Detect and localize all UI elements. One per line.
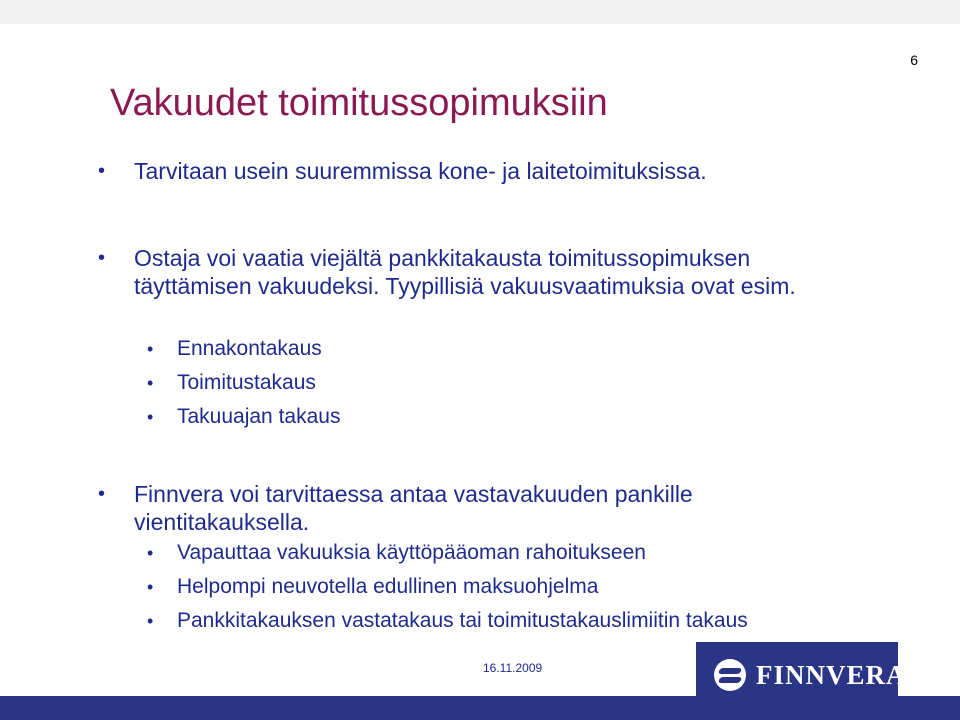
bullet-dot-icon: • <box>98 160 106 182</box>
finnvera-logo <box>696 642 907 708</box>
slide-number: 6 <box>910 52 918 68</box>
bullet-dot-icon: • <box>147 577 154 597</box>
slide-title: Vakuudet toimitussopimuksiin <box>110 82 608 124</box>
sub-bullet-text: Toimitustakaus <box>177 371 316 394</box>
sub-bullet-item <box>147 370 316 396</box>
bullet-item <box>98 157 894 185</box>
sub-bullet-text: Pankkitakauksen vastatakaus tai toimitustakauslimiitin takaus <box>177 609 748 632</box>
bullet-dot-icon: • <box>147 543 154 563</box>
sub-bullet-item <box>147 336 322 362</box>
bullet-text: Ostaja voi vaatia viejältä pankkitakausta toimitussopimuksen täyttämisen vakuudeksi. Tyypillisiä vakuusvaatimuksia ovat esim. <box>134 245 796 299</box>
bullet-dot-icon: • <box>147 373 154 393</box>
sub-bullet-text: Helpompi neuvotella edullinen maksuohjelma <box>177 575 599 598</box>
bullet-dot-icon: • <box>147 407 154 427</box>
bullet-dot-icon: • <box>98 247 106 269</box>
sub-bullet-item <box>147 574 599 600</box>
footer-date: 16.11.2009 <box>483 661 543 675</box>
top-bar <box>0 0 960 24</box>
bullet-dot-icon: • <box>147 339 154 359</box>
bullet-text: Finnvera voi tarvittaessa antaa vastavakuuden pankille vientitakauksella. <box>134 481 693 535</box>
logo-text: FINNVERA <box>756 659 907 690</box>
bullet-item <box>98 480 834 536</box>
sub-bullet-item <box>147 540 646 566</box>
finnvera-logo-icon <box>714 659 746 691</box>
bullet-dot-icon: • <box>98 483 106 505</box>
sub-bullet-item <box>147 404 341 430</box>
sub-bullet-text: Ennakontakaus <box>177 337 322 360</box>
sub-bullet-item <box>147 608 748 634</box>
sub-bullet-text: Vapauttaa vakuuksia käyttöpääoman rahoitukseen <box>177 541 646 564</box>
bullet-text: Tarvitaan usein suuremmissa kone- ja laitetoimituksissa. <box>134 158 707 184</box>
bullet-dot-icon: • <box>147 611 154 631</box>
bullet-item <box>98 244 874 300</box>
sub-bullet-text: Takuuajan takaus <box>177 405 341 428</box>
